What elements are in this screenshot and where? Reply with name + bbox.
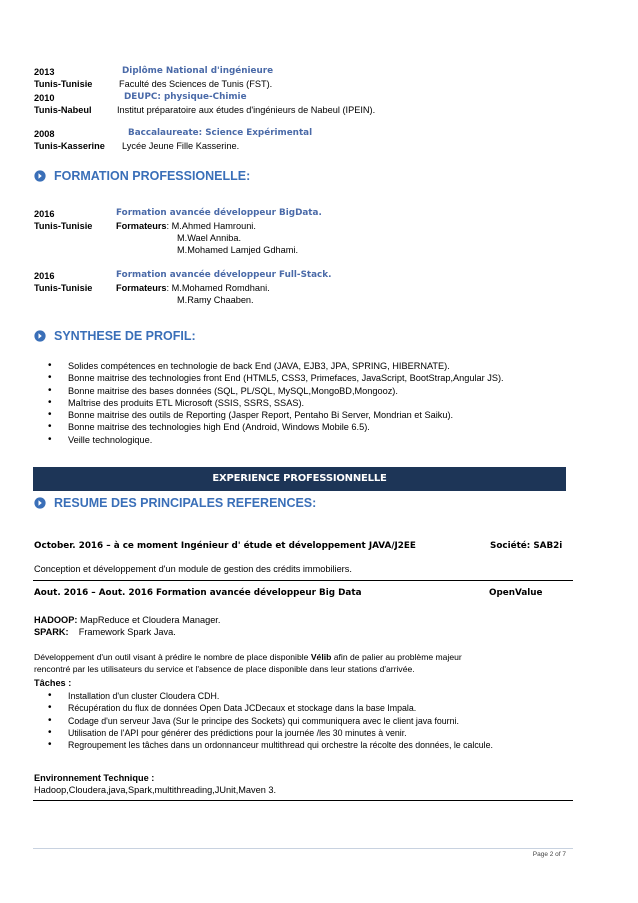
page-number: Page 2 of 7 — [532, 851, 566, 858]
edu-year: 2008 — [34, 129, 55, 139]
list-item: • Installation d'un cluster Cloudera CDH. — [34, 690, 594, 702]
hadoop-label: HADOOP: — [34, 615, 78, 625]
job-company: OpenValue — [489, 588, 543, 598]
list-item: • Regroupement les tâches dans un ordonnanceur multithread qui orchestre la récolte des données, le calcule. — [34, 739, 568, 751]
list-item: • Veille technologique. — [34, 434, 594, 446]
trainer: M.Ahmed Hamrouni. — [171, 221, 256, 231]
synthese-list — [34, 360, 594, 446]
desc-text: Développement d'un outil visant à prédire le nombre de place disponible — [34, 652, 309, 662]
edu-title: Diplôme National d'ingénieure — [122, 66, 274, 76]
trainer: M.Ramy Chaaben. — [177, 295, 254, 305]
hadoop-value: MapReduce et Cloudera Manager. — [79, 615, 221, 625]
list-item: • Solides compétences en technologie de back End (JAVA, EJB3, JPA, SPRING, HIBERNATE). — [34, 360, 594, 372]
trainer: M.Mohamed Romdhani. — [171, 283, 270, 293]
tasks-list — [34, 690, 594, 751]
tasks-label: Tâches : — [34, 678, 72, 688]
references-heading-text: RESUME DES PRINCIPALES REFERENCES: — [54, 496, 317, 510]
list-item: • Bonne maitrise des technologies front End (HTML5, CSS3, Primefaces, JavaScript, BootStrap,Angular JS). — [34, 372, 594, 384]
arrow-circle-icon — [34, 330, 46, 342]
edu-year: 2013 — [34, 67, 55, 77]
edu-detail: Institut préparatoire aux études d'ingénieurs de Nabeul (IPEIN). — [117, 105, 376, 115]
formation-title: Formation avancée développeur Full-Stack. — [116, 270, 332, 280]
trainers-label: Formateurs — [116, 283, 167, 293]
formation-title: Formation avancée développeur BigData. — [116, 208, 322, 218]
edu-place: Tunis-Tunisie — [34, 79, 93, 89]
job-description: rencontré par les utilisateurs du service et l'absence de place disponible dans leur stations d'arrivée. — [34, 664, 415, 674]
list-item: • Récupération du flux de données Open Data JCDecaux et stockage dans la base Impala. — [34, 702, 594, 714]
list-item: • Bonne maitrise des technologies high End (Android, Windows Mobile 6.5). — [34, 421, 594, 433]
edu-year: 2010 — [34, 93, 55, 103]
divider — [33, 580, 573, 581]
desc-bold: Vélib — [310, 652, 332, 662]
list-item: • Bonne maitrise des bases données (SQL, PL/SQL, MySQL,MongoBD,Mongooz). — [34, 385, 594, 397]
formation-year: 2016 — [34, 271, 55, 281]
arrow-circle-icon — [34, 497, 46, 509]
edu-title: Baccalaureate: Science Expérimental — [128, 128, 313, 138]
spark-value: Framework Spark Java. — [78, 627, 176, 637]
desc-text: afin de palier au problème majeur — [333, 652, 462, 662]
job-description: Conception et développement d'un module de gestion des crédits immobiliers. — [34, 564, 352, 574]
synthese-heading — [34, 329, 196, 343]
formation-place: Tunis-Tunisie — [34, 283, 93, 293]
env-value: Hadoop,Cloudera,java,Spark,multithreading,JUnit,Maven 3. — [34, 785, 277, 795]
edu-detail: Faculté des Sciences de Tunis (FST). — [119, 79, 273, 89]
edu-title: DEUPC: physique-Chimie — [124, 92, 247, 102]
formation-heading-text: FORMATION PROFESSIONELLE: — [54, 169, 251, 183]
formation-year: 2016 — [34, 209, 55, 219]
list-item: • Codage d'un serveur Java (Sur le principe des Sockets) qui communiquera avec le client java fourni. — [34, 715, 594, 727]
env-label: Environnement Technique : — [34, 773, 155, 783]
trainer: M.Wael Anniba. — [177, 233, 242, 243]
footer-divider — [33, 848, 573, 849]
edu-detail: Lycée Jeune Fille Kasserine. — [122, 141, 240, 151]
list-item: • Utilisation de l'API pour générer des prédictions pour la journée /les 30 minutes à venir. — [34, 727, 594, 739]
spark-label: SPARK: — [34, 627, 69, 637]
formation-place: Tunis-Tunisie — [34, 221, 93, 231]
formation-heading — [34, 169, 250, 183]
references-heading — [34, 496, 316, 510]
list-item: • Maîtrise des produits ETL Microsoft (SSIS, SSRS, SSAS). — [34, 397, 594, 409]
edu-place: Tunis-Nabeul — [34, 105, 92, 115]
job-title: October. 2016 – à ce moment Ingénieur d' étude et développement JAVA/J2EE — [34, 541, 416, 551]
divider — [33, 800, 573, 801]
experience-banner: EXPERIENCE PROFESSIONNELLE — [33, 467, 566, 491]
trainer: M.Mohamed Lamjed Gdhami. — [177, 245, 299, 255]
job-description — [34, 651, 462, 663]
job-title: Aout. 2016 – Aout. 2016 Formation avancée développeur Big Data — [34, 588, 362, 598]
job-company: Société: SAB2i — [490, 541, 563, 551]
edu-place: Tunis-Kasserine — [34, 141, 105, 151]
list-item: • Bonne maitrise des outils de Reporting (Jasper Report, Pentaho Bi Server, Mondrian et Saiku). — [34, 409, 594, 421]
arrow-circle-icon — [34, 170, 46, 182]
synthese-heading-text: SYNTHESE DE PROFIL: — [54, 329, 196, 343]
trainers-label: Formateurs — [116, 221, 167, 231]
